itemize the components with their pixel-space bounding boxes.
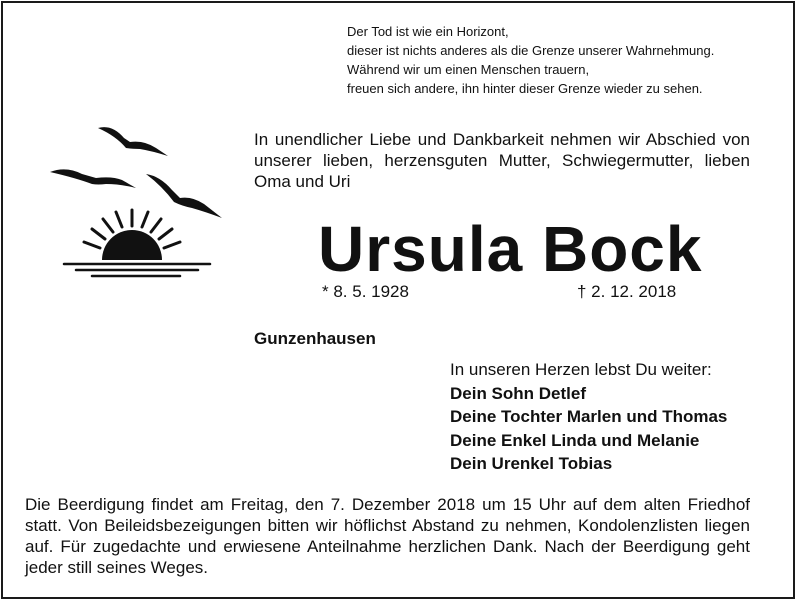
intro-text: In unendlicher Liebe und Dankbarkeit nehmen wir Abschied von unserer lieben, herzensguten Mutter, Schwiegermutter, lieben Oma und Uri	[254, 130, 750, 191]
place-name: Gunzenhausen	[254, 329, 376, 348]
mourner-line: Deine Enkel Linda und Melanie	[450, 430, 700, 450]
birth-date: * 8. 5. 1928	[322, 282, 409, 301]
mourners-block	[450, 358, 727, 476]
deceased-name: Ursula Bock	[318, 213, 703, 285]
funeral-notice: Die Beerdigung findet am Freitag, den 7. Dezember 2018 um 15 Uhr auf dem alten Friedhof statt. Von Beileidsbezeigungen bitten wir höflichst Abstand zu nehmen, Kondolenzlisten liegen auf. Für zugedachte und erwiesene Anteilnahme herzlichen Dank. Nach der Beerdigung geht jeder still seines Weges.	[25, 495, 750, 577]
mourner-line: Dein Sohn Detlef	[450, 383, 587, 403]
poem	[347, 22, 714, 98]
mourner-line: Dein Urenkel Tobias	[450, 454, 613, 473]
mourner-line: Deine Tochter Marlen und Thomas	[450, 407, 728, 426]
birds-sunset-icon	[40, 118, 230, 278]
poem-line: freuen sich andere, ihn hinter dieser Grenze wieder zu sehen.	[347, 81, 703, 96]
mourners-intro: In unseren Herzen lebst Du weiter:	[450, 360, 712, 379]
death-date: † 2. 12. 2018	[577, 282, 677, 301]
poem-line: Während wir um einen Menschen trauern,	[347, 62, 590, 77]
poem-line: dieser ist nichts anderes als die Grenze unserer Wahrnehmung.	[347, 43, 715, 58]
poem-line: Der Tod ist wie ein Horizont,	[347, 24, 509, 39]
